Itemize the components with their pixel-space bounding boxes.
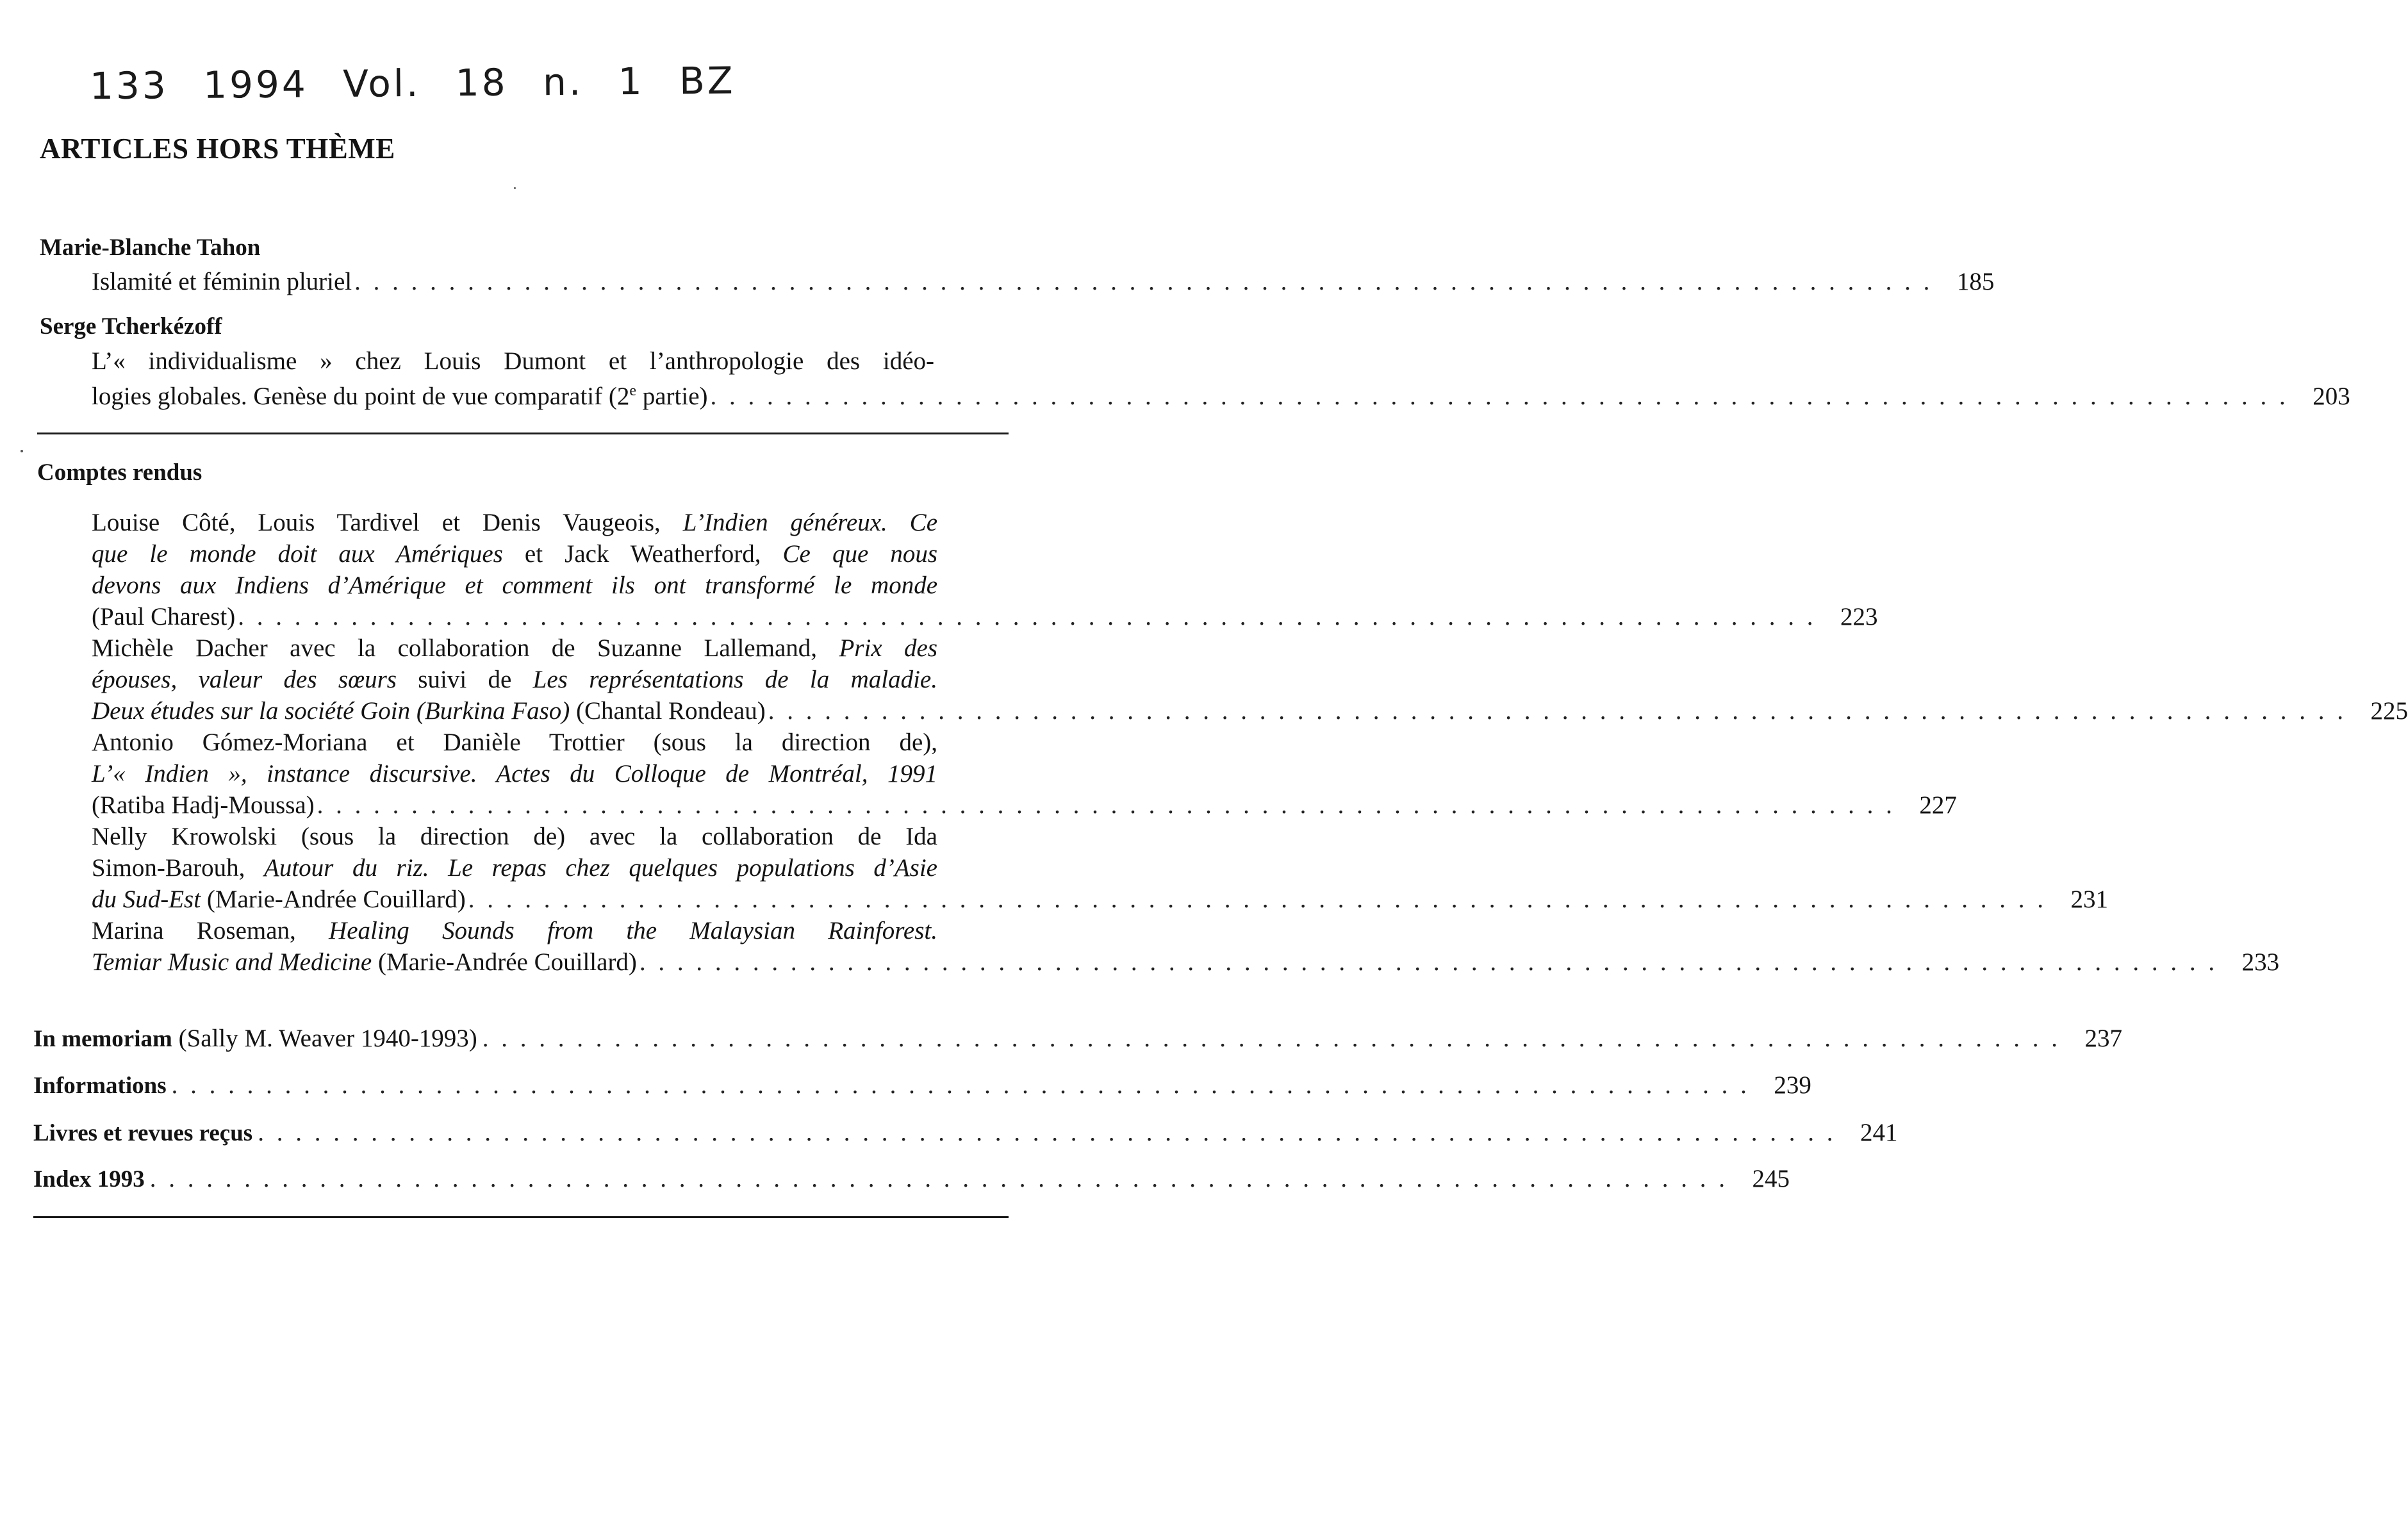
dot-leader: . . . . . . . . . . . . . . . . . . . . . . . . . . . . . . . . . . . . . . . . . . . . . . . . . . . . . . . . . . . . . . . . . . . . . . . . . . . . . . . . . . . . bbox=[238, 603, 1817, 631]
dot-leader: . . . . . . . . . . . . . . . . . . . . . . . . . . . . . . . . . . . . . . . . . . . . . . . . . . . . . . . . . . . . . . . . . . . . . . . . . . . . . . . . . . . . bbox=[354, 268, 1933, 295]
dot-leader: . . . . . . . . . . . . . . . . . . . . . . . . . . . . . . . . . . . . . . . . . . . . . . . . . . . . . . . . . . . . . . . . . . . . . . . . . . . . . . . . . . . . bbox=[710, 383, 2289, 410]
misc-entry-livres-recus[interactable]: Livres et revues reçus . . . . . . . . . . . . . . . . . . . . . . . . . . . . . . . . . . . . . . . . . . . . . . . . . . . . . . . . . . . . . . . . . . . . . . . . . . . . . . . . . . . . 241 bbox=[33, 1119, 1898, 1146]
article-title-line[interactable] bbox=[92, 383, 2350, 410]
page-number: 185 bbox=[1956, 268, 1995, 295]
dot-leader: . . . . . . . . . . . . . . . . . . . . . . . . . . . . . . . . . . . . . . . . . . . . . . . . . . . . . . . . . . . . . . . . . . . . . . . . . . . . . . . . . . . . bbox=[317, 791, 1895, 819]
page-number: 223 bbox=[1840, 603, 1878, 631]
article-author: Serge Tcherkézoff bbox=[40, 313, 222, 340]
article-title-line[interactable] bbox=[92, 268, 1995, 295]
review-line: Louise Côté, Louis Tardivel et Denis Vaugeois, L’Indien généreux. Ce bbox=[92, 509, 938, 536]
page-number: 233 bbox=[2241, 948, 2280, 976]
misc-entry-informations[interactable]: Informations . . . . . . . . . . . . . . . . . . . . . . . . . . . . . . . . . . . . . . . . . . . . . . . . . . . . . . . . . . . . . . . . . . . . . . . . . . . . . . . . . . . . 239 bbox=[33, 1071, 1811, 1099]
review-line: épouses, valeur des sœurs suivi de Les représentations de la maladie. bbox=[92, 666, 937, 693]
page-number: 241 bbox=[1860, 1119, 1898, 1146]
review-entry-line[interactable]: Deux études sur la société Goin (Burkina Faso) (Chantal Rondeau) . . . . . . . . . . . . . . . . . . . . . . . . . . . . . . . . . . . . . . . . . . . . . . . . . . . . . . . . . . . . . . . . . . . . . . . . . . . . . . . . . . . . 225 bbox=[92, 697, 2408, 725]
page-number: 239 bbox=[1774, 1071, 1811, 1099]
section-divider bbox=[37, 433, 1009, 434]
article-title-line: L’« individualisme » chez Louis Dumont et l’anthropologie des idéo- bbox=[92, 347, 934, 375]
dot-leader: . . . . . . . . . . . . . . . . . . . . . . . . . . . . . . . . . . . . . . . . . . . . . . . . . . . . . . . . . . . . . . . . . . . . . . . . . . . . . . . . . . . . bbox=[468, 886, 2047, 913]
review-entry-line[interactable]: du Sud-Est (Marie-Andrée Couillard) . . . . . . . . . . . . . . . . . . . . . . . . . . . . . . . . . . . . . . . . . . . . . . . . . . . . . . . . . . . . . . . . . . . . . . . . . . . . . . . . . . . . 231 bbox=[92, 886, 2108, 913]
reviews-heading: Comptes rendus bbox=[37, 459, 202, 486]
page-number: 231 bbox=[2070, 886, 2108, 913]
review-line: Marina Roseman, Healing Sounds from the Malaysian Rainforest. bbox=[92, 917, 938, 944]
handwritten-call-number: 133 1994 Vol. 18 n. 1 BZ bbox=[89, 58, 736, 108]
review-line: L’« Indien », instance discursive. Actes du Colloque de Montréal, 1991 bbox=[92, 760, 937, 787]
review-line: que le monde doit aux Amériques et Jack Weatherford, Ce que nous bbox=[92, 540, 937, 568]
review-line: devons aux Indiens d’Amérique et comment ils ont transformé le monde bbox=[92, 572, 937, 599]
page-number: 203 bbox=[2313, 383, 2350, 410]
review-line: Simon-Barouh, Autour du riz. Le repas chez quelques populations d’Asie bbox=[92, 854, 937, 882]
review-line: Antonio Gómez-Moriana et Danièle Trottier (sous la direction de), bbox=[92, 729, 937, 756]
scan-speck bbox=[514, 187, 516, 189]
page-number: 245 bbox=[1752, 1165, 1790, 1192]
dot-leader: . . . . . . . . . . . . . . . . . . . . . . . . . . . . . . . . . . . . . . . . . . . . . . . . . . . . . . . . . . . . . . . . . . . . . . . . . . . . . . . . . . . . bbox=[482, 1025, 2061, 1052]
review-entry-line[interactable]: (Ratiba Hadj-Moussa) . . . . . . . . . . . . . . . . . . . . . . . . . . . . . . . . . . . . . . . . . . . . . . . . . . . . . . . . . . . . . . . . . . . . . . . . . . . . . . . . . . . . 227 bbox=[92, 791, 1957, 819]
dot-leader: . . . . . . . . . . . . . . . . . . . . . . . . . . . . . . . . . . . . . . . . . . . . . . . . . . . . . . . . . . . . . . . . . . . . . . . . . . . . . . . . . . . . bbox=[149, 1165, 1728, 1192]
dot-leader: . . . . . . . . . . . . . . . . . . . . . . . . . . . . . . . . . . . . . . . . . . . . . . . . . . . . . . . . . . . . . . . . . . . . . . . . . . . . . . . . . . . . bbox=[258, 1119, 1836, 1146]
misc-entry-index[interactable]: Index 1993 . . . . . . . . . . . . . . . . . . . . . . . . . . . . . . . . . . . . . . . . . . . . . . . . . . . . . . . . . . . . . . . . . . . . . . . . . . . . . . . . . . . . 245 bbox=[33, 1165, 1790, 1192]
review-line: Michèle Dacher avec la collaboration de Suzanne Lallemand, Prix des bbox=[92, 634, 937, 662]
article-author: Marie-Blanche Tahon bbox=[40, 235, 261, 261]
page-number: 237 bbox=[2084, 1025, 2123, 1052]
page-number: 225 bbox=[2370, 697, 2408, 725]
review-entry-line[interactable]: Temiar Music and Medicine (Marie-Andrée Couillard) . . . . . . . . . . . . . . . . . . . . . . . . . . . . . . . . . . . . . . . . . . . . . . . . . . . . . . . . . . . . . . . . . . . . . . . . . . . . . . . . . . . . 233 bbox=[92, 948, 2280, 976]
page-number: 227 bbox=[1919, 791, 1957, 819]
scan-speck bbox=[21, 450, 23, 452]
dot-leader: . . . . . . . . . . . . . . . . . . . . . . . . . . . . . . . . . . . . . . . . . . . . . . . . . . . . . . . . . . . . . . . . . . . . . . . . . . . . . . . . . . . . bbox=[639, 948, 2218, 976]
bottom-rule bbox=[33, 1216, 1009, 1218]
misc-entry-in-memoriam[interactable]: In memoriam (Sally M. Weaver 1940-1993) . . . . . . . . . . . . . . . . . . . . . . . . . . . . . . . . . . . . . . . . . . . . . . . . . . . . . . . . . . . . . . . . . . . . . . . . . . . . . . . . . . . . 237 bbox=[33, 1025, 2123, 1052]
section-title: ARTICLES HORS THÈME bbox=[40, 133, 395, 165]
review-entry-line[interactable]: (Paul Charest) . . . . . . . . . . . . . . . . . . . . . . . . . . . . . . . . . . . . . . . . . . . . . . . . . . . . . . . . . . . . . . . . . . . . . . . . . . . . . . . . . . . . 223 bbox=[92, 603, 1878, 631]
article-title: Islamité et féminin pluriel bbox=[92, 268, 352, 295]
review-line: Nelly Krowolski (sous la direction de) avec la collaboration de Ida bbox=[92, 823, 937, 850]
article-title: logies globales. Genèse du point de vue comparatif (2e partie) bbox=[92, 383, 708, 410]
dot-leader: . . . . . . . . . . . . . . . . . . . . . . . . . . . . . . . . . . . . . . . . . . . . . . . . . . . . . . . . . . . . . . . . . . . . . . . . . . . . . . . . . . . . bbox=[171, 1071, 1750, 1099]
dot-leader: . . . . . . . . . . . . . . . . . . . . . . . . . . . . . . . . . . . . . . . . . . . . . . . . . . . . . . . . . . . . . . . . . . . . . . . . . . . . . . . . . . . . bbox=[768, 697, 2346, 725]
